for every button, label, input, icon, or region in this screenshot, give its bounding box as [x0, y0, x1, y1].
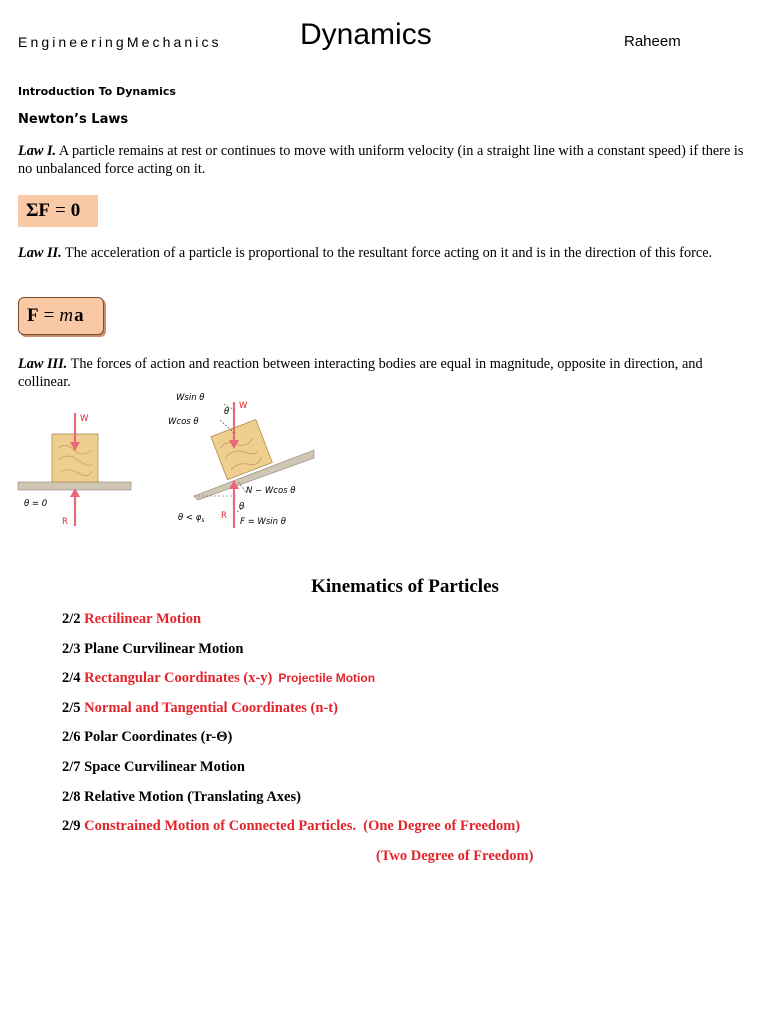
- law-3-label: Law III.: [18, 356, 68, 372]
- law-2-paragraph: [18, 244, 748, 262]
- toc-title-link[interactable]: Normal and Tangential Coordinates (n-t): [84, 700, 338, 716]
- toc-title: Plane Curvilinear Motion: [84, 641, 244, 657]
- reaction-label-right: R: [221, 511, 227, 521]
- toc-item-2-3: [62, 641, 243, 658]
- eq2-rhs-mass: m: [59, 305, 74, 326]
- weight-label-right: W: [239, 401, 248, 411]
- author-name: Raheem: [624, 33, 681, 50]
- reaction-label-left: R: [62, 517, 68, 527]
- eq1-equals: =: [55, 200, 66, 221]
- toc-number: 2/9: [62, 818, 85, 834]
- toc-number: 2/4: [62, 670, 85, 686]
- toc-title-link[interactable]: Constrained Motion of Connected Particles. (One Degree of Freedom): [84, 818, 521, 834]
- theta-zero-label: θ = 0: [24, 499, 48, 509]
- law-1-paragraph: [18, 142, 748, 178]
- law-3-paragraph: [18, 355, 748, 391]
- free-body-diagram-figure: [14, 388, 324, 533]
- equation-sum-force-zero: [18, 195, 98, 227]
- law-1-label: Law I.: [18, 143, 57, 159]
- toc-title-link[interactable]: Rectilinear Motion: [84, 611, 202, 627]
- toc-item-2-9-continuation[interactable]: (Two Degree of Freedom): [376, 848, 534, 864]
- normal-label: N − Wcos θ: [246, 486, 296, 496]
- level-ground-surface: [18, 482, 131, 490]
- toc-title-link[interactable]: Rectangular Coordinates (x-y): [84, 670, 273, 686]
- wsin-label: Wsin θ: [176, 393, 205, 403]
- law-1-text: A particle remains at rest or continues to move with uniform velocity (in a straight line with a constant speed) if there is no unbalanced force acting on it.: [18, 143, 744, 177]
- page-title: Dynamics: [300, 18, 432, 51]
- weight-label-left: W: [80, 414, 89, 424]
- eq1-lhs: ΣF: [26, 200, 51, 221]
- eq1-rhs: 0: [70, 200, 81, 221]
- toc-number: 2/3: [62, 641, 85, 657]
- toc-item-2-6: [62, 729, 232, 746]
- wcos-label: Wcos θ: [168, 417, 199, 427]
- law-3-text: The forces of action and reaction between interacting bodies are equal in magnitude, opposite in direction, and collinear.: [18, 356, 703, 390]
- section-heading: Newton’s Laws: [18, 112, 129, 127]
- toc-item-2-9: [62, 818, 520, 835]
- toc-number: 2/8: [62, 789, 85, 805]
- phi-subscript: s: [201, 517, 205, 524]
- toc-title: Space Curvilinear Motion: [84, 759, 245, 775]
- toc-item-2-7: [62, 759, 245, 776]
- friction-label: F = Wsin θ: [240, 517, 286, 527]
- toc-title: Relative Motion (Translating Axes): [84, 789, 301, 805]
- eq2-rhs-accel: a: [74, 305, 84, 326]
- eq2-lhs: F: [27, 305, 39, 326]
- kinematics-title: Kinematics of Particles: [311, 576, 499, 597]
- eq2-equals: =: [43, 305, 55, 326]
- toc-item-2-2: [62, 611, 201, 628]
- theta-phi-text: θ < φ: [178, 513, 202, 523]
- incline-diagram: [168, 393, 314, 528]
- toc-item-2-4: [62, 670, 375, 687]
- equation-f-ma: [18, 297, 104, 335]
- theta-small-bottom: θ: [239, 502, 245, 512]
- toc-number: 2/2: [62, 611, 85, 627]
- level-ground-diagram: [18, 413, 131, 527]
- theta-phi-label: [178, 513, 204, 524]
- intro-heading: Introduction To Dynamics: [18, 85, 176, 98]
- toc-number: 2/6: [62, 729, 85, 745]
- law-2-label: Law II.: [18, 245, 62, 261]
- theta-small-top: θ: [224, 407, 230, 417]
- toc-title: Polar Coordinates (r-Θ): [84, 729, 233, 745]
- subject-label: EngineeringMechanics: [18, 34, 222, 50]
- toc-item-2-8: [62, 789, 301, 806]
- law-2-text: The acceleration of a particle is proportional to the resultant force acting on it and is in the direction of this force.: [61, 245, 713, 261]
- toc-number: 2/7: [62, 759, 85, 775]
- toc-item-2-5: [62, 700, 338, 717]
- toc-number: 2/5: [62, 700, 85, 716]
- projectile-motion-link[interactable]: Projectile Motion: [278, 671, 376, 685]
